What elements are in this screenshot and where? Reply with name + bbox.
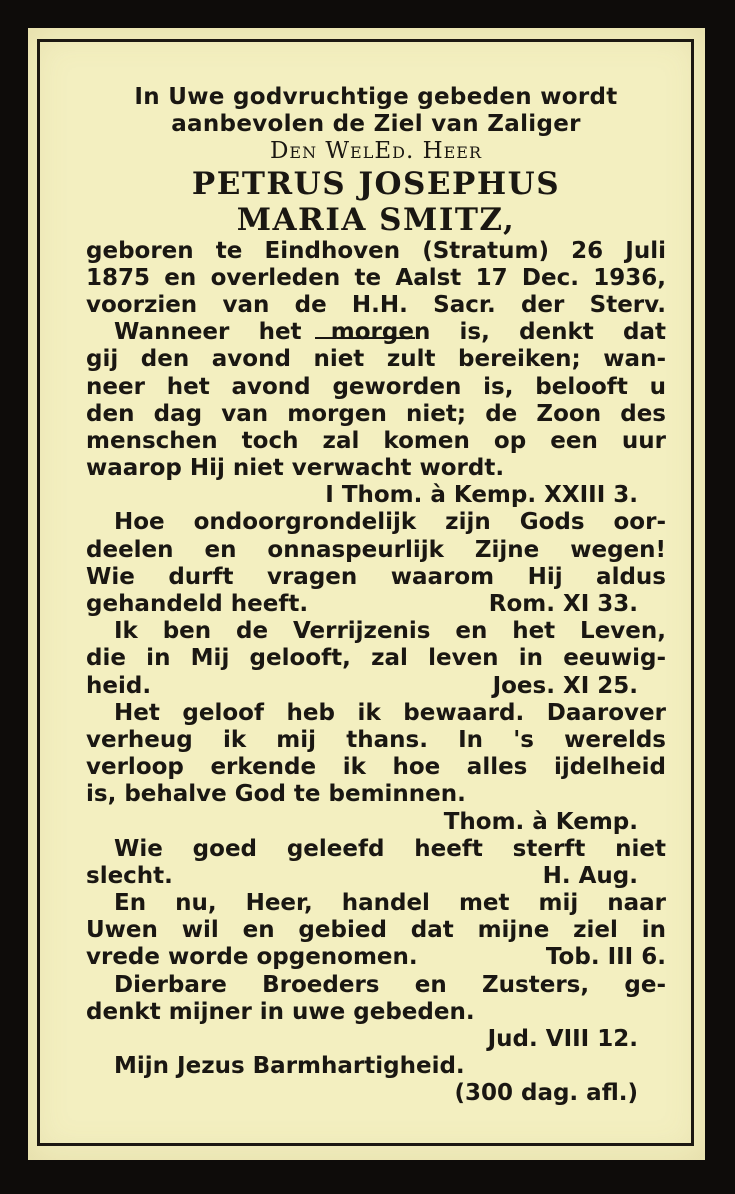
quote-3-line-3-text: heid. — [86, 672, 152, 699]
quote-2-line-4-text: gehandeld heeft. — [86, 591, 309, 617]
quote-2-line-2: deelen en onnaspeurlijk Zijne wegen! — [86, 536, 666, 563]
quote-5-line-2-text: slecht. — [86, 862, 173, 889]
deceased-name-1: PETRUS JOSEPHUS — [191, 165, 561, 202]
quote-1-line-1: Wanneer het morgen is, denkt dat — [114, 319, 666, 346]
quote-2-source: Rom. XI 33. — [488, 591, 638, 617]
quote-4-line-3: verloop erkende ik hoe alles ijdelheid — [86, 754, 666, 781]
quote-1-line-6: waarop Hij niet verwacht wordt. — [86, 455, 505, 482]
quote-6-line-3 — [86, 944, 666, 971]
quote-5-line-2 — [86, 863, 666, 890]
memorial-card — [28, 28, 705, 1160]
indulgence-note: (300 dag. afl.) — [454, 1080, 638, 1107]
quote-4-line-2: verheug ik mij thans. In 's werelds — [86, 726, 666, 753]
honorific: Den WelEd. Heer — [269, 138, 483, 165]
quote-2-line-3: Wie durft vragen waarom Hij aldus — [86, 563, 666, 590]
quote-6-line-1: En nu, Heer, handel met mij naar — [114, 890, 666, 917]
quote-7-line-2: denkt mijner in uwe gebeden. — [86, 998, 475, 1025]
bio-line-2: 1875 en overleden te Aalst 17 Dec. 1936, — [86, 264, 666, 291]
quote-2-line-1: Hoe ondoorgrondelijk zijn Gods oor- — [114, 509, 666, 536]
quote-6-line-2: Uwen wil en gebied dat mijne ziel in — [86, 917, 666, 944]
quote-6-source: Tob. III 6. — [545, 944, 666, 971]
quote-1-line-2: gij den avond niet zult bereiken; wan- — [86, 346, 666, 373]
quote-7-source: Jud. VIII 12. — [487, 1026, 638, 1052]
quote-2-line-4 — [86, 591, 666, 618]
quote-3-source: Joes. XI 25. — [492, 672, 638, 699]
intro-line-1: In Uwe godvruchtige gebeden wordt — [134, 84, 618, 110]
bio-line-1: geboren te Eindhoven (Stratum) 26 Juli — [86, 237, 666, 264]
closing-prayer: Mijn Jezus Barmhartigheid. — [114, 1053, 465, 1080]
quote-4-source: Thom. à Kemp. — [443, 808, 638, 835]
quote-3-line-3 — [86, 673, 666, 700]
quote-1-source: I Thom. à Kemp. XXIII 3. — [325, 482, 638, 509]
quote-5-source: H. Aug. — [542, 862, 638, 889]
deceased-name-2: MARIA SMITZ, — [236, 201, 516, 238]
quote-4-line-1: Het geloof heb ik bewaard. Daarover — [114, 699, 666, 726]
card-text — [86, 84, 666, 1108]
quote-4-line-4: is, behalve God te beminnen. — [86, 781, 466, 808]
quote-1-line-5: menschen toch zal komen op een uur — [86, 427, 666, 454]
quote-3-line-2: die in Mij gelooft, zal leven in eeuwig- — [86, 645, 666, 672]
quote-5-line-1: Wie goed geleefd heeft sterft niet — [114, 835, 666, 862]
quote-3-line-1: Ik ben de Verrijzenis en het Leven, — [114, 618, 666, 645]
intro-line-2: aanbevolen de Ziel van Zaliger — [171, 111, 581, 138]
quote-1-line-3: neer het avond geworden is, belooft u — [86, 373, 666, 400]
quote-6-line-3-text: vrede worde opgenomen. — [86, 944, 418, 971]
bio-line-3: voorzien van de H.H. Sacr. der Sterv. — [86, 291, 666, 318]
quote-7-line-1: Dierbare Broeders en Zusters, ge- — [114, 971, 666, 998]
quote-1-line-4: den dag van morgen niet; de Zoon des — [86, 400, 666, 427]
